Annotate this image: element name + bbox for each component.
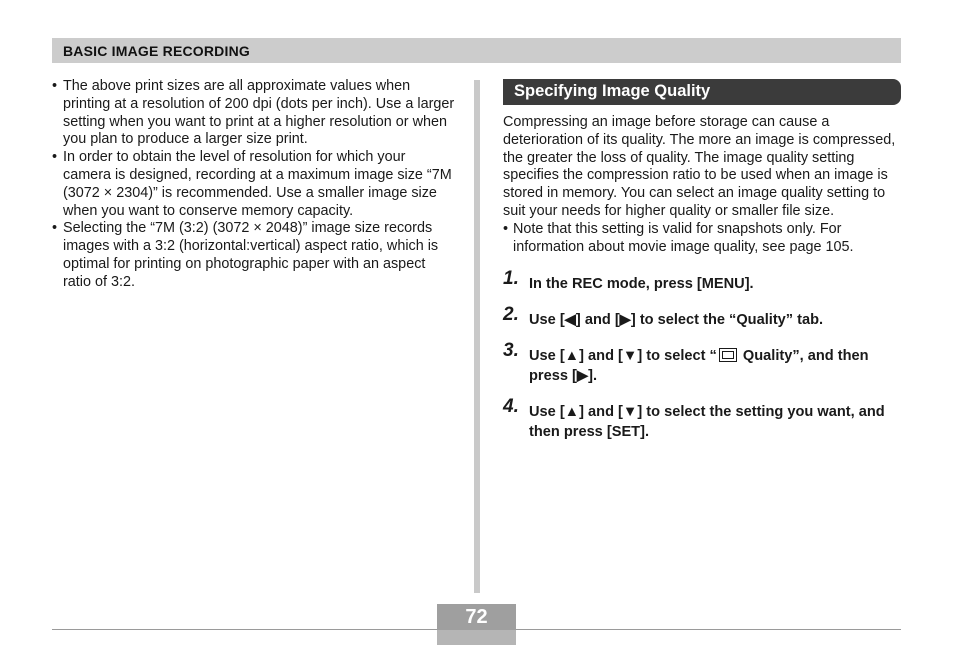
step-1	[503, 268, 903, 294]
step-4	[503, 396, 903, 442]
step-number: 1.	[503, 268, 519, 290]
list-item	[52, 149, 456, 220]
step-text: Use [◀] and [▶] to select the “Quality” tab.	[529, 312, 824, 329]
bullet: •	[503, 220, 509, 237]
section-label: BASIC IMAGE RECORDING	[63, 43, 250, 59]
step-text-before: Use [▲] and [▼] to select “	[529, 348, 717, 365]
list-item-text: Selecting the “7M (3:2) (3072 × 2048)” image size records images with a 3:2 (horizontal:vertical) aspect ratio, which is optimal for printing on photographic paper with an aspect ratio of 3:2.	[63, 220, 439, 290]
steps-list	[503, 268, 903, 442]
step-3	[503, 340, 903, 386]
quality-icon	[719, 348, 737, 362]
column-divider	[474, 80, 480, 593]
header-bar	[52, 38, 901, 63]
page-number-box	[437, 604, 516, 645]
left-column	[52, 78, 456, 292]
list-item-text: In order to obtain the level of resolution for which your camera is designed, recording at a maximum image size “7M (3072 × 2304)” is recommended. Use a smaller image size when you want to conserve memory capacity.	[63, 149, 452, 219]
note-item	[503, 221, 903, 257]
bullet: •	[52, 78, 58, 94]
note-text: Note that this setting is valid for snapshots only. For information about movie image quality, see page 105.	[513, 220, 854, 255]
notes-list	[52, 78, 456, 292]
section-title: Specifying Image Quality	[503, 79, 901, 105]
step-text-after: Quality”, and then press [▶].	[529, 348, 869, 385]
step-number: 4.	[503, 396, 519, 418]
list-item-text: The above print sizes are all approximate values when printing at a resolution of 200 dpi (dots per inch). Use a larger setting when you want to print at a higher resolution or when you plan to produce a larger size print.	[63, 78, 455, 148]
right-column	[503, 79, 903, 458]
bullet: •	[52, 149, 58, 166]
section-intro: Compressing an image before storage can cause a deterioration of its quality. The more an image is compressed, the greater the loss of quality. The image quality setting specifies the compression ratio to be used when an image is stored in memory. You can select an image quality setting to suit your needs for higher quality or smaller file size.	[503, 114, 896, 219]
step-number: 2.	[503, 304, 519, 326]
step-number: 3.	[503, 340, 519, 362]
step-2	[503, 304, 903, 330]
list-item	[52, 78, 456, 149]
step-text: In the REC mode, press [MENU].	[529, 276, 754, 293]
page-number: 72	[437, 604, 516, 630]
step-text: Use [▲] and [▼] to select the setting you want, and then press [SET].	[529, 404, 885, 441]
bullet: •	[52, 220, 58, 237]
list-item	[52, 220, 456, 291]
